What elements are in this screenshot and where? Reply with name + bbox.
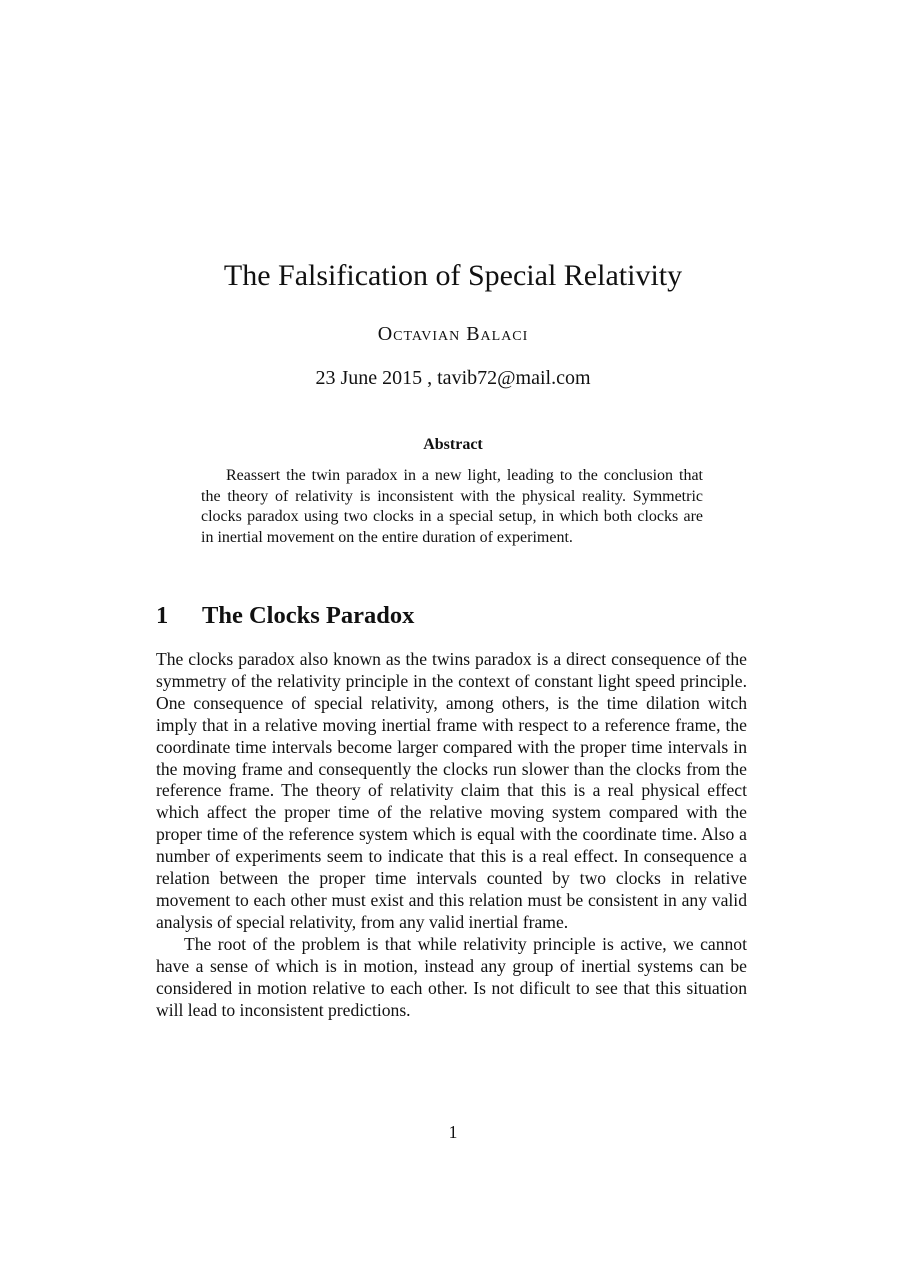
section-number: 1 xyxy=(156,602,169,629)
date-and-email: 23 June 2015 , tavib72@mail.com xyxy=(315,367,591,389)
section-body xyxy=(156,649,747,1021)
section-title: The Clocks Paradox xyxy=(202,602,415,629)
body-paragraph: The root of the problem is that while relativity principle is active, we cannot have a sense of which is in motion, instead any group of inertial systems can be considered in motion relative to each other. Is not dificult to see that this situation will lead to inconsistent predictions. xyxy=(156,933,747,1020)
page-number: 1 xyxy=(448,1122,458,1142)
abstract-text: Reassert the twin paradox in a new light, leading to the conclusion that the theory of relativity is inconsistent with the physical reality. Symmetric clocks paradox using two clocks in a special setup, in which both clocks are in inertial movement on the entire duration of experiment. xyxy=(201,467,703,546)
author-name: Octavian Balaci xyxy=(377,323,529,345)
section-heading xyxy=(156,600,414,632)
abstract-heading: Abstract xyxy=(423,436,483,453)
paper-title: The Falsification of Special Relativity xyxy=(223,259,683,292)
body-paragraph: The clocks paradox also known as the twins paradox is a direct consequence of the symmetry of the relativity principle in the context of constant light speed principle. One consequence of special relativity, among others, is the time dilation witch imply that in a relative moving inertial frame with respect to a reference frame, the coordinate time intervals become larger compared with the proper time intervals in the moving frame and consequently the clocks run slower than the clocks from the reference frame. The theory of relativity claim that this is a real physical effect which affect the proper time of the relative moving system compared with the proper time of the reference system which is equal with the coordinate time. Also a number of experiments seem to indicate that this is a real effect. In consequence a relation between the proper time intervals counted by two clocks in relative movement to each other must exist and this relation must be consistent in any valid analysis of special relativity, from any valid inertial frame. xyxy=(156,649,747,932)
